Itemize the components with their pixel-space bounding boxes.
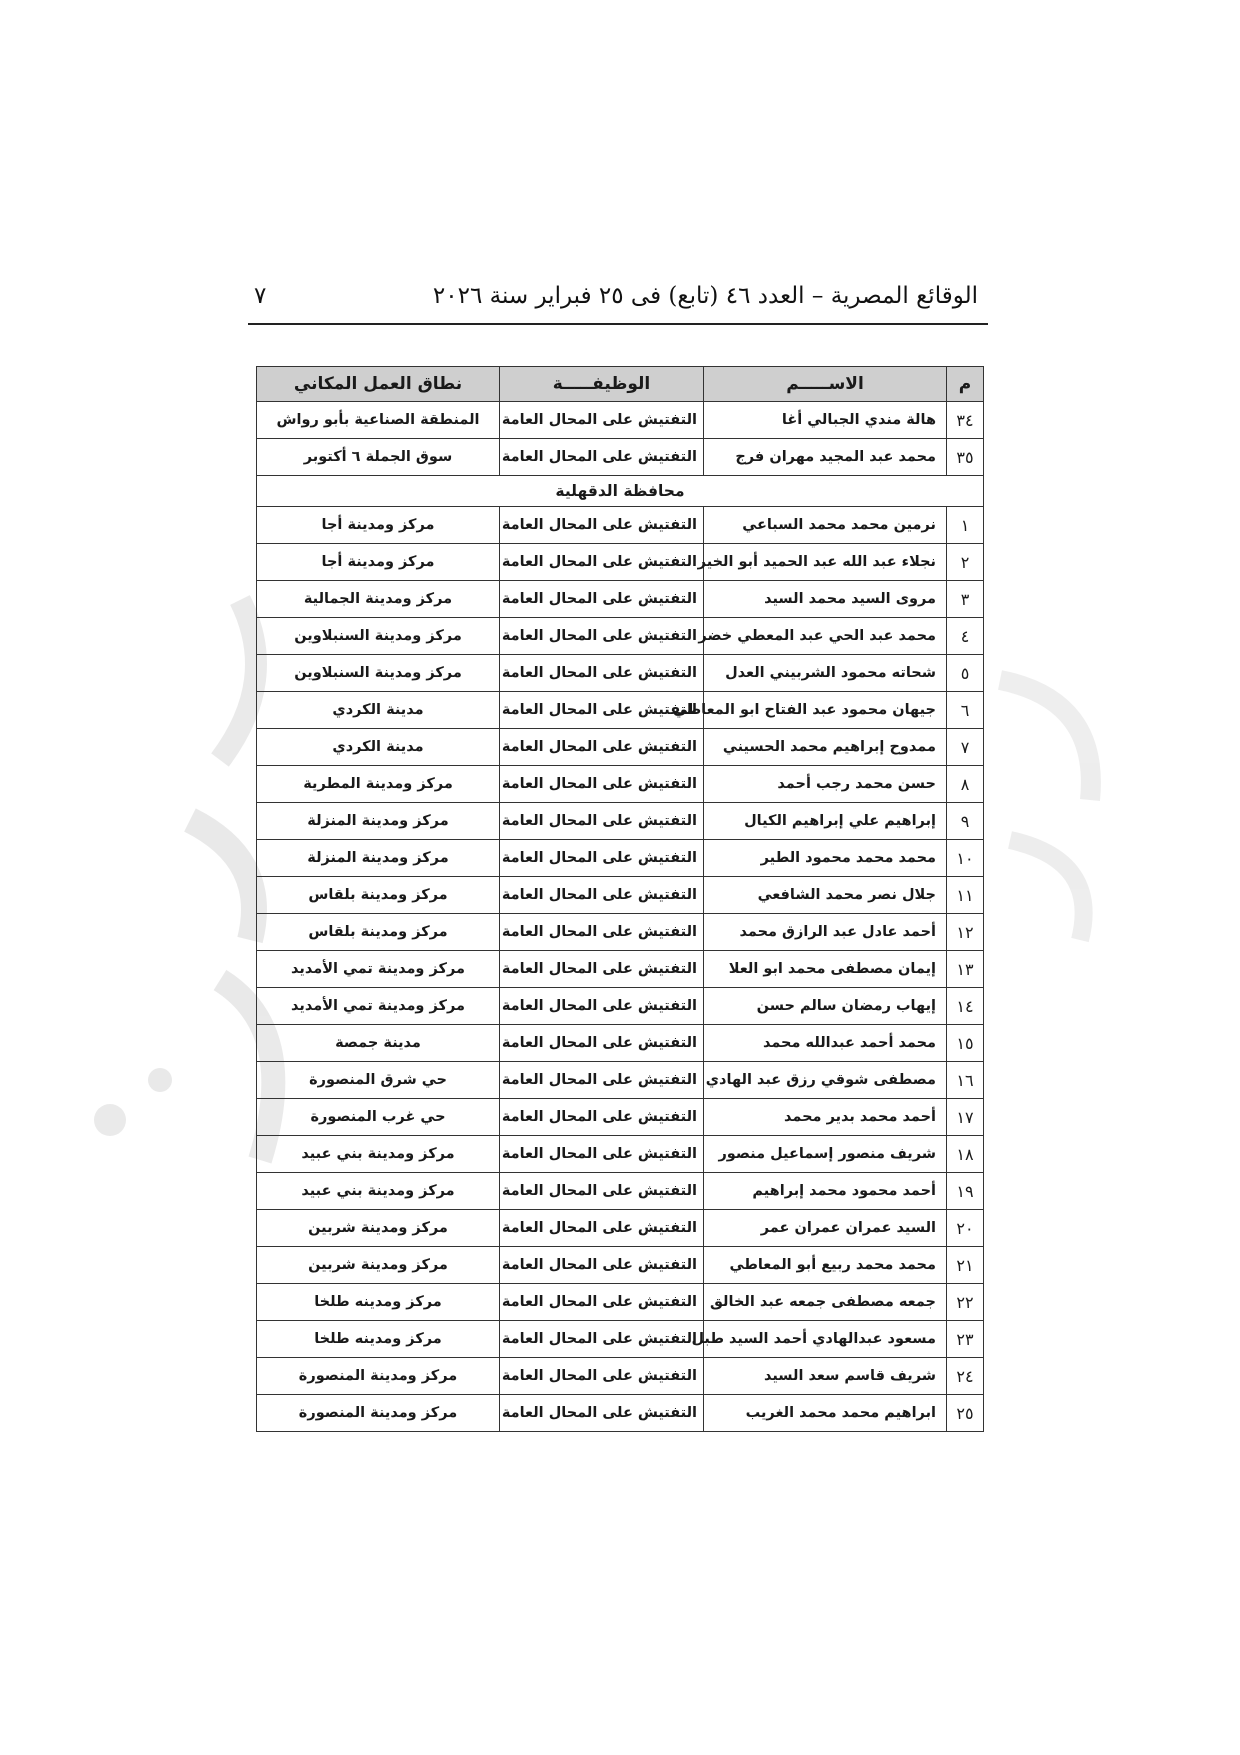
cell-job: التفتيش على المحال العامة [500, 1099, 704, 1136]
table-row [257, 1247, 984, 1284]
cell-job: التفتيش على المحال العامة [500, 692, 704, 729]
cell-job: التفتيش على المحال العامة [500, 1136, 704, 1173]
cell-num: ١٤ [947, 988, 984, 1025]
cell-job: التفتيش على المحال العامة [500, 507, 704, 544]
cell-job: التفتيش على المحال العامة [500, 729, 704, 766]
cell-scope: مدينة الكردي [257, 729, 500, 766]
cell-scope: مركز ومدينة بني عبيد [257, 1136, 500, 1173]
cell-name: نجلاء عبد الله عبد الحميد أبو الخير [704, 544, 947, 581]
table-row [257, 1025, 984, 1062]
cell-num: ٢١ [947, 1247, 984, 1284]
table-row [257, 729, 984, 766]
cell-scope: مركز ومدينة أجا [257, 544, 500, 581]
table-row [257, 951, 984, 988]
cell-num: ١٦ [947, 1062, 984, 1099]
cell-name: إيمان مصطفى محمد ابو العلا [704, 951, 947, 988]
cell-name: ابراهيم محمد محمد الغريب [704, 1395, 947, 1432]
cell-name: أحمد محمد بدير محمد [704, 1099, 947, 1136]
table-row [257, 618, 984, 655]
cell-name: ممدوح إبراهيم محمد الحسيني [704, 729, 947, 766]
cell-job: التفتيش على المحال العامة [500, 1284, 704, 1321]
cell-job: التفتيش على المحال العامة [500, 439, 704, 476]
table-row [257, 1284, 984, 1321]
table-row [257, 1062, 984, 1099]
cell-num: ١٠ [947, 840, 984, 877]
table-row [257, 439, 984, 476]
cell-job: التفتيش على المحال العامة [500, 1247, 704, 1284]
cell-scope: مركز ومدينة أجا [257, 507, 500, 544]
cell-job: التفتيش على المحال العامة [500, 402, 704, 439]
cell-scope: سوق الجملة ٦ أكتوبر [257, 439, 500, 476]
cell-num: ١٣ [947, 951, 984, 988]
cell-scope: مركز ومدينة الجمالية [257, 581, 500, 618]
cell-job: التفتيش على المحال العامة [500, 766, 704, 803]
cell-num: ٢٥ [947, 1395, 984, 1432]
cell-num: ٥ [947, 655, 984, 692]
cell-scope: مركز ومدينة شربين [257, 1247, 500, 1284]
table-row [257, 988, 984, 1025]
table-row [257, 1395, 984, 1432]
cell-name: محمد عبد المجيد مهران فرج [704, 439, 947, 476]
cell-name: جلال نصر محمد الشافعي [704, 877, 947, 914]
cell-name: مروى السيد محمد السيد [704, 581, 947, 618]
cell-num: ١٨ [947, 1136, 984, 1173]
cell-num: ١٢ [947, 914, 984, 951]
cell-scope: حي شرق المنصورة [257, 1062, 500, 1099]
cell-name: مسعود عبدالهادي أحمد السيد طبل [704, 1321, 947, 1358]
cell-job: التفتيش على المحال العامة [500, 1358, 704, 1395]
cell-name: محمد عبد الحي عبد المعطي خضر [704, 618, 947, 655]
cell-name: هالة مندي الجبالي أغا [704, 402, 947, 439]
cell-job: التفتيش على المحال العامة [500, 1062, 704, 1099]
table-row [257, 1099, 984, 1136]
cell-scope: مركز ومدينة تمي الأمديد [257, 951, 500, 988]
cell-scope: مركز ومدينه طلخا [257, 1321, 500, 1358]
cell-num: ١٥ [947, 1025, 984, 1062]
cell-job: التفتيش على المحال العامة [500, 1321, 704, 1358]
cell-num: ٧ [947, 729, 984, 766]
cell-scope: مركز ومدينة المنصورة [257, 1395, 500, 1432]
table-row [257, 544, 984, 581]
cell-name: أحمد عادل عبد الرازق محمد [704, 914, 947, 951]
cell-name: نرمين محمد محمد السباعي [704, 507, 947, 544]
cell-num: ١ [947, 507, 984, 544]
cell-job: التفتيش على المحال العامة [500, 544, 704, 581]
cell-name: جمعه مصطفى جمعه عبد الخالق [704, 1284, 947, 1321]
cell-num: ٢٣ [947, 1321, 984, 1358]
col-header-num: م [947, 367, 984, 402]
page-header [248, 283, 988, 325]
cell-name: شحاته محمود الشربيني العدل [704, 655, 947, 692]
cell-name: جيهان محمود عبد الفتاح ابو المعاطي [704, 692, 947, 729]
cell-job: التفتيش على المحال العامة [500, 877, 704, 914]
cell-scope: مركز ومدينة بلقاس [257, 914, 500, 951]
cell-job: التفتيش على المحال العامة [500, 1173, 704, 1210]
cell-scope: مركز ومدينة بلقاس [257, 877, 500, 914]
cell-scope: مركز ومدينة المنزلة [257, 840, 500, 877]
table-row [257, 507, 984, 544]
table-row [257, 1173, 984, 1210]
table-row [257, 766, 984, 803]
cell-name: محمد محمد محمود الطير [704, 840, 947, 877]
cell-scope: مركز ومدينه طلخا [257, 1284, 500, 1321]
col-header-name: الاســـــم [704, 367, 947, 402]
watermark-text [980, 640, 1130, 960]
cell-job: التفتيش على المحال العامة [500, 1395, 704, 1432]
table-row [257, 914, 984, 951]
cell-job: التفتيش على المحال العامة [500, 840, 704, 877]
cell-scope: مركز ومدينة المنزلة [257, 803, 500, 840]
col-header-job: الوظيفـــــة [500, 367, 704, 402]
section-row [257, 476, 984, 507]
cell-name: مصطفى شوقي رزق عبد الهادي [704, 1062, 947, 1099]
cell-name: شريف قاسم سعد السيد [704, 1358, 947, 1395]
table-row [257, 581, 984, 618]
cell-num: ١٩ [947, 1173, 984, 1210]
col-header-scope: نطاق العمل المكاني [257, 367, 500, 402]
cell-scope: مركز ومدينة السنبلاوين [257, 618, 500, 655]
cell-num: ٢٠ [947, 1210, 984, 1247]
cell-scope: مركز ومدينة تمي الأمديد [257, 988, 500, 1025]
cell-job: التفتيش على المحال العامة [500, 1025, 704, 1062]
table-row [257, 1358, 984, 1395]
cell-name: محمد محمد ربيع أبو المعاطي [704, 1247, 947, 1284]
table-row [257, 877, 984, 914]
table-row [257, 1136, 984, 1173]
cell-num: ١٧ [947, 1099, 984, 1136]
personnel-table [256, 366, 984, 1432]
cell-job: التفتيش على المحال العامة [500, 914, 704, 951]
table-row [257, 840, 984, 877]
cell-num: ٩ [947, 803, 984, 840]
table-row [257, 655, 984, 692]
cell-num: ٦ [947, 692, 984, 729]
cell-job: التفتيش على المحال العامة [500, 951, 704, 988]
cell-job: التفتيش على المحال العامة [500, 803, 704, 840]
cell-scope: مركز ومدينة بني عبيد [257, 1173, 500, 1210]
cell-num: ٣٥ [947, 439, 984, 476]
table-row [257, 402, 984, 439]
cell-name: إيهاب رمضان سالم حسن [704, 988, 947, 1025]
cell-scope: مركز ومدينة شربين [257, 1210, 500, 1247]
table-row [257, 692, 984, 729]
cell-num: ٢٤ [947, 1358, 984, 1395]
page-number: ٧ [254, 283, 267, 309]
cell-name: السيد عمران عمران عمر [704, 1210, 947, 1247]
cell-name: محمد أحمد عبدالله محمد [704, 1025, 947, 1062]
cell-scope: مركز ومدينة المنصورة [257, 1358, 500, 1395]
cell-name: شريف منصور إسماعيل منصور [704, 1136, 947, 1173]
cell-name: حسن محمد رجب أحمد [704, 766, 947, 803]
cell-scope: مركز ومدينة السنبلاوين [257, 655, 500, 692]
table-row [257, 803, 984, 840]
section-title: محافظة الدقهلية [257, 476, 984, 507]
cell-scope: مركز ومدينة المطرية [257, 766, 500, 803]
cell-num: ١١ [947, 877, 984, 914]
gazette-title: الوقائع المصرية – العدد ٤٦ (تابع) فى ٢٥ فبراير سنة ٢٠٢٦ [432, 283, 978, 309]
cell-num: ٢ [947, 544, 984, 581]
table-row [257, 1210, 984, 1247]
cell-num: ٣ [947, 581, 984, 618]
cell-scope: المنطقة الصناعية بأبو رواش [257, 402, 500, 439]
cell-scope: حي غرب المنصورة [257, 1099, 500, 1136]
cell-job: التفتيش على المحال العامة [500, 988, 704, 1025]
cell-name: إبراهيم علي إبراهيم الكيال [704, 803, 947, 840]
cell-num: ٨ [947, 766, 984, 803]
cell-job: التفتيش على المحال العامة [500, 618, 704, 655]
cell-num: ٤ [947, 618, 984, 655]
table-row [257, 1321, 984, 1358]
cell-name: أحمد محمود محمد إبراهيم [704, 1173, 947, 1210]
table-header-row [257, 367, 984, 402]
cell-job: التفتيش على المحال العامة [500, 1210, 704, 1247]
cell-num: ٢٢ [947, 1284, 984, 1321]
cell-num: ٣٤ [947, 402, 984, 439]
cell-scope: مدينة الكردي [257, 692, 500, 729]
cell-job: التفتيش على المحال العامة [500, 655, 704, 692]
cell-scope: مدينة جمصة [257, 1025, 500, 1062]
cell-job: التفتيش على المحال العامة [500, 581, 704, 618]
